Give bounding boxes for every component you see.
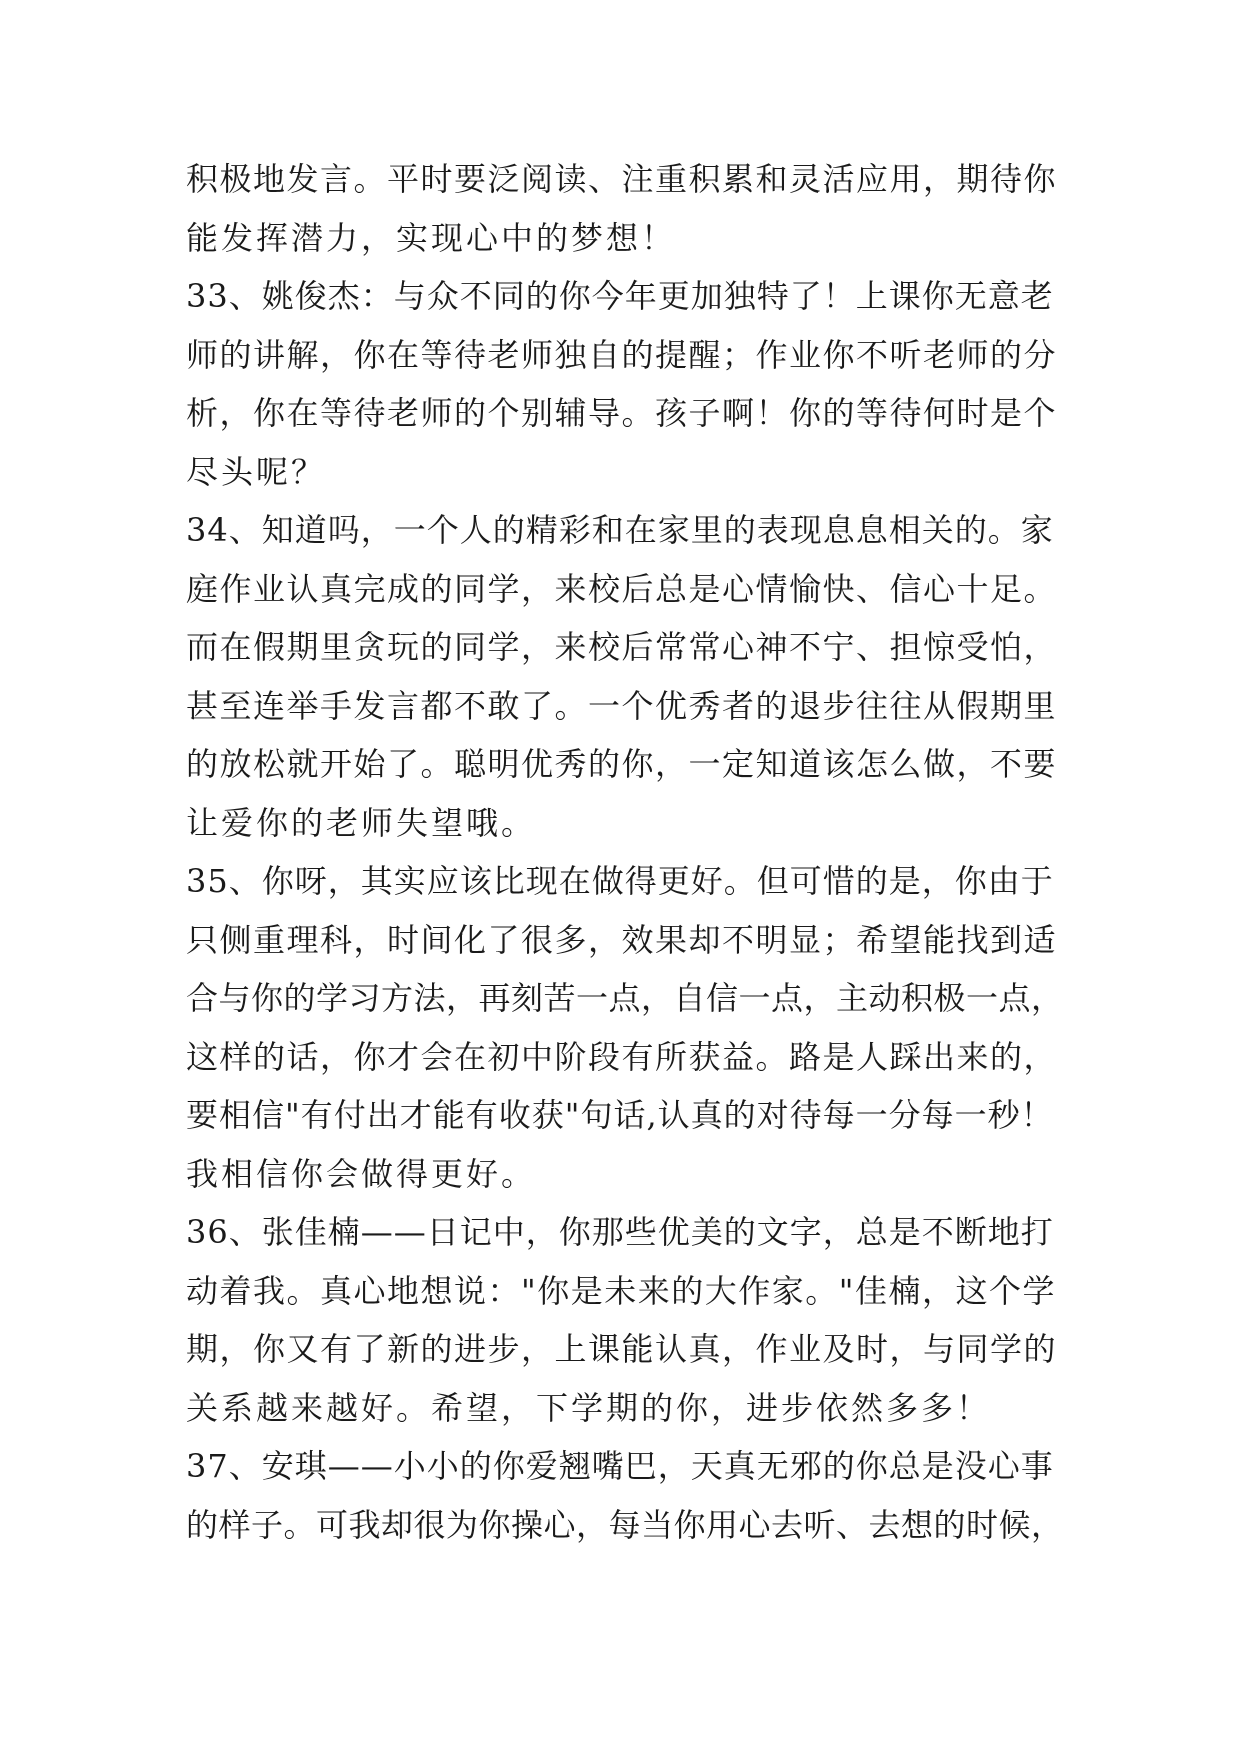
text-line: 而在假期里贪玩的同学，来校后常常心神不宁、担惊受怕， — [186, 628, 1058, 666]
text-line: 尽头呢？ — [186, 452, 327, 491]
text-line: 37、安琪——小小的你爱翘嘴巴，天真无邪的你总是没心事 — [186, 1447, 1054, 1485]
text-line: 积极地发言。平时要泛阅读、注重积累和灵活应用，期待你 — [186, 160, 1058, 198]
text-line: 只侧重理科，时间化了很多，效果却不明显；希望能找到适 — [186, 920, 1058, 959]
document-body — [186, 150, 1066, 1554]
text-line: 期，你又有了新的进步，上课能认真，作业及时，与同学的 — [186, 1330, 1058, 1368]
text-line: 36、张佳楠——日记中，你那些优美的文字，总是不断地打 — [186, 1213, 1054, 1251]
text-line: 这样的话，你才会在初中阶段有所获益。路是人踩出来的， — [186, 1037, 1058, 1076]
text-line: 合与你的学习方法，再刻苦一点，自信一点，主动积极一点， — [186, 979, 1064, 1017]
text-line: 33、姚俊杰：与众不同的你今年更加独特了！上课你无意老 — [186, 277, 1054, 315]
text-line: 34、知道吗，一个人的精彩和在家里的表现息息相关的。家 — [186, 511, 1054, 549]
text-line: 动着我。真心地想说："你是未来的大作家。"佳楠，这个学 — [186, 1271, 1056, 1310]
text-line: 析，你在等待老师的个别辅导。孩子啊！你的等待何时是个 — [186, 394, 1058, 432]
text-line: 让爱你的老师失望哦。 — [186, 803, 537, 842]
text-line: 要相信"有付出才能有收获"句话,认真的对待每一分每一秒！ — [186, 1096, 1054, 1134]
text-line: 关系越来越好。希望，下学期的你，进步依然多多！ — [186, 1388, 992, 1427]
text-line: 能发挥潜力，实现心中的梦想！ — [186, 218, 677, 257]
text-line: 我相信你会做得更好。 — [186, 1154, 537, 1193]
text-line: 甚至连举手发言都不敢了。一个优秀者的退步往往从假期里 — [186, 686, 1058, 725]
text-line: 的放松就开始了。聪明优秀的你，一定知道该怎么做，不要 — [186, 745, 1058, 783]
text-line: 师的讲解，你在等待老师独自的提醒；作业你不听老师的分 — [186, 335, 1058, 374]
text-line: 35、你呀，其实应该比现在做得更好。但可惜的是，你由于 — [186, 862, 1054, 900]
text-line: 庭作业认真完成的同学，来校后总是心情愉快、信心十足。 — [186, 569, 1058, 608]
text-line: 的样子。可我却很为你操心，每当你用心去听、去想的时候， — [186, 1505, 1064, 1544]
